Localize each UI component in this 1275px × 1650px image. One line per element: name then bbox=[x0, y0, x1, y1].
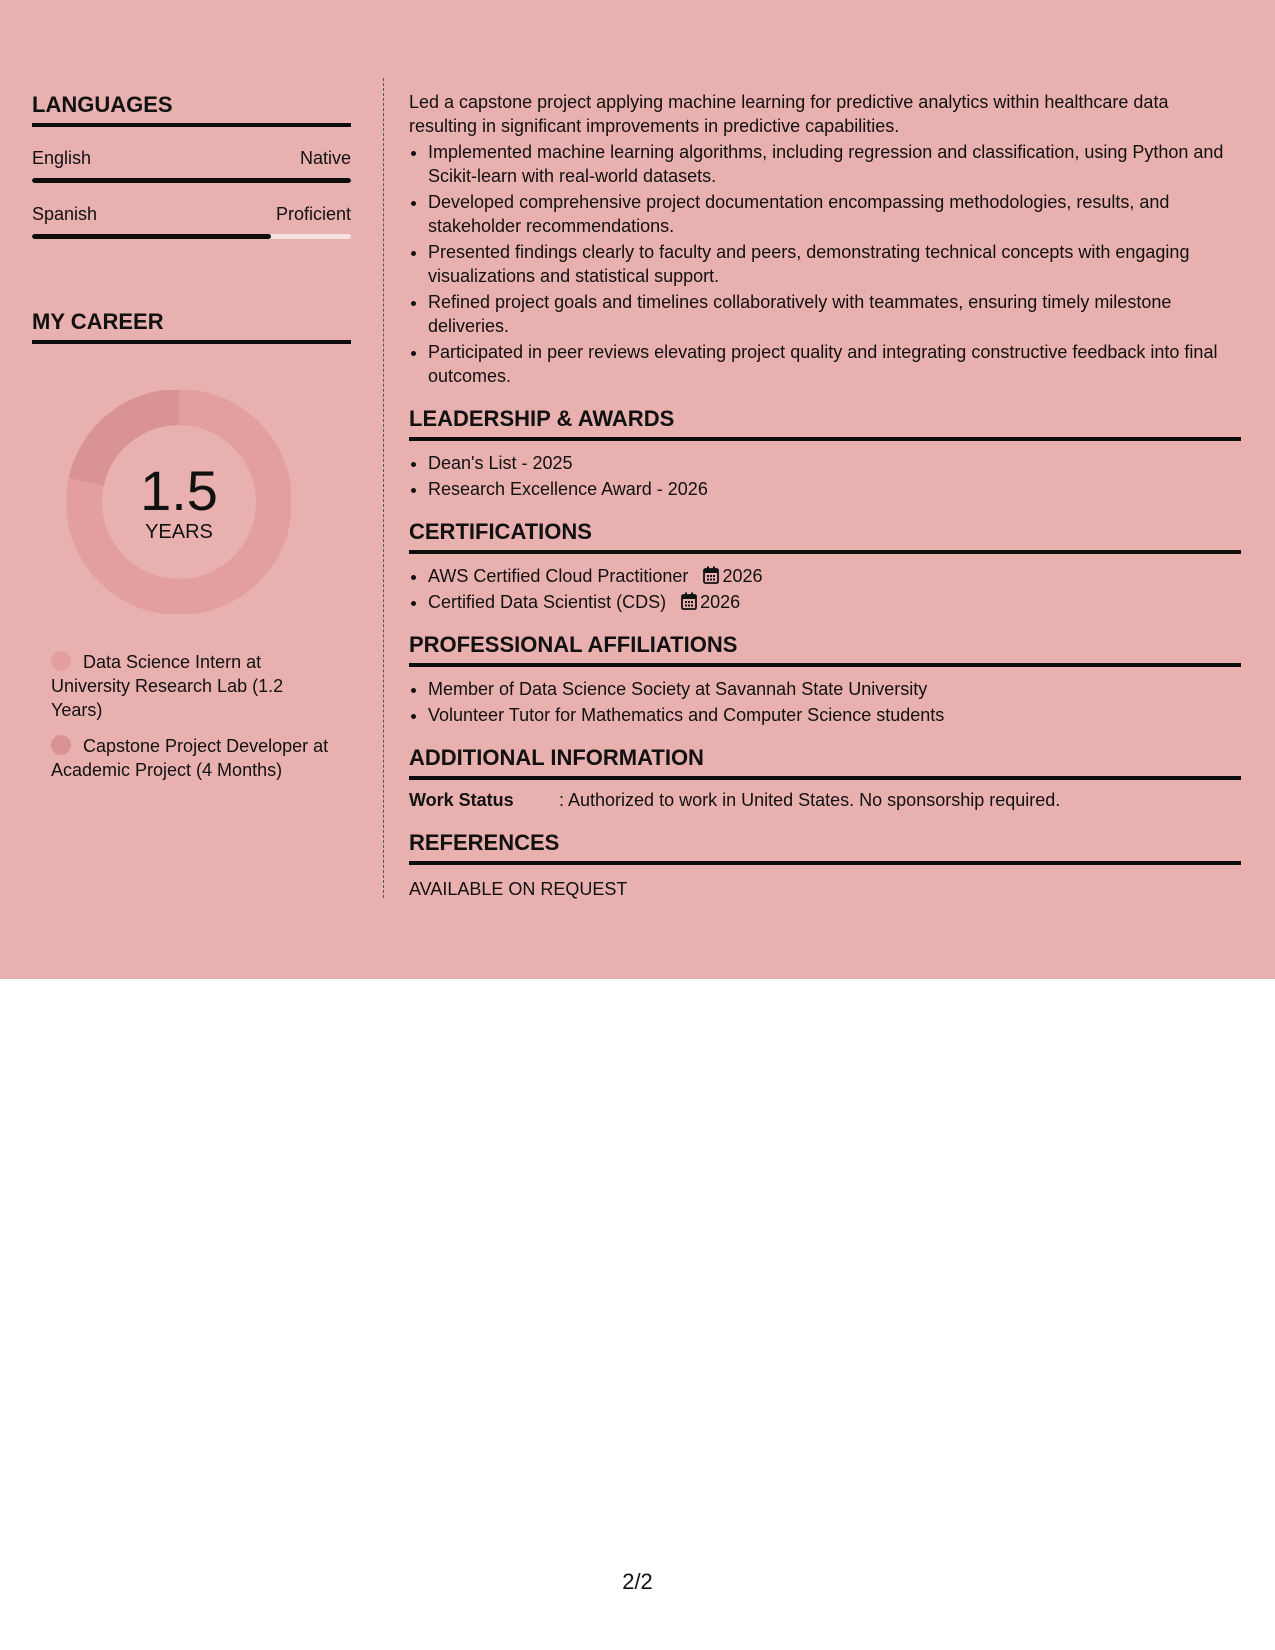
language-name: Spanish bbox=[32, 204, 98, 224]
career-total bbox=[67, 459, 291, 544]
career-total-unit: YEARS bbox=[145, 521, 213, 543]
career-legend bbox=[51, 650, 331, 782]
right-column bbox=[409, 90, 1241, 901]
list-item: • Presented findings clearly to faculty and peers, demonstrating technical concepts with engaging visualizations and statistical support. bbox=[428, 240, 1241, 288]
affiliations-list bbox=[409, 677, 1241, 727]
additional-info-heading: ADDITIONAL INFORMATION bbox=[409, 745, 1241, 780]
list-item: • Member of Data Science Society at Savannah State University bbox=[428, 677, 1241, 701]
legend-dot bbox=[51, 651, 71, 671]
language-proficiency-bar bbox=[32, 178, 351, 183]
project-bullets bbox=[409, 140, 1241, 388]
language-name: English bbox=[32, 148, 92, 168]
list-item: • Volunteer Tutor for Mathematics and Computer Science students bbox=[428, 703, 1241, 727]
column-divider bbox=[383, 78, 384, 898]
legend-item bbox=[51, 650, 331, 722]
career-heading: MY CAREER bbox=[32, 309, 351, 344]
career-donut-chart bbox=[67, 390, 291, 614]
calendar-icon bbox=[681, 592, 697, 610]
legend-label: Capstone Project Developer at Academic Project (4 Months) bbox=[51, 736, 329, 780]
work-status-row bbox=[409, 788, 1241, 812]
list-item bbox=[428, 564, 1241, 588]
list-item: • Developed comprehensive project documentation encompassing methodologies, results, and stakeholder recommendations. bbox=[428, 190, 1241, 238]
list-item: • Implemented machine learning algorithms, including regression and classification, using Python and Scikit-learn with real-world datasets. bbox=[428, 140, 1241, 188]
legend-item bbox=[51, 734, 331, 782]
work-status-value: : Authorized to work in United States. No sponsorship required. bbox=[559, 790, 1061, 810]
language-proficiency-fill bbox=[32, 234, 271, 239]
language-level: Native bbox=[299, 148, 351, 168]
career-total-value: 1.5 bbox=[140, 459, 218, 522]
languages-heading: LANGUAGES bbox=[32, 92, 351, 127]
certifications-heading: CERTIFICATIONS bbox=[409, 519, 1241, 554]
left-column bbox=[32, 92, 351, 794]
list-item bbox=[428, 590, 1241, 614]
certification-year: 2026 bbox=[722, 566, 763, 586]
list-item: • Refined project goals and timelines collaboratively with teammates, ensuring timely milestone deliveries. bbox=[428, 290, 1241, 338]
legend-dot bbox=[51, 735, 71, 755]
language-item bbox=[32, 147, 351, 183]
certification-year: 2026 bbox=[700, 592, 741, 612]
page-number: 2/2 bbox=[622, 1569, 653, 1594]
language-proficiency-fill bbox=[32, 178, 351, 183]
language-proficiency-bar bbox=[32, 234, 351, 239]
leadership-heading: LEADERSHIP & AWARDS bbox=[409, 406, 1241, 441]
work-status-label: Work Status bbox=[409, 790, 514, 810]
language-item bbox=[32, 203, 351, 239]
certification-name: AWS Certified Cloud Practitioner bbox=[428, 566, 689, 586]
leadership-list bbox=[409, 451, 1241, 501]
affiliations-heading: PROFESSIONAL AFFILIATIONS bbox=[409, 632, 1241, 667]
certifications-list bbox=[409, 564, 1241, 614]
project-summary: Led a capstone project applying machine learning for predictive analytics within healthcare data resulting in significant improvements in predictive capabilities. bbox=[409, 92, 1169, 136]
legend-label: Data Science Intern at University Research Lab (1.2 Years) bbox=[51, 652, 284, 720]
certification-name: Certified Data Scientist (CDS) bbox=[428, 592, 667, 612]
language-level: Proficient bbox=[275, 204, 351, 224]
references-heading: REFERENCES bbox=[409, 830, 1241, 865]
calendar-icon bbox=[703, 566, 719, 584]
list-item: • Participated in peer reviews elevating project quality and integrating constructive feedback into final outcomes. bbox=[428, 340, 1241, 388]
references-text: AVAILABLE ON REQUEST bbox=[409, 879, 628, 899]
list-item: • Dean's List - 2025 bbox=[428, 451, 1241, 475]
list-item: • Research Excellence Award - 2026 bbox=[428, 477, 1241, 501]
